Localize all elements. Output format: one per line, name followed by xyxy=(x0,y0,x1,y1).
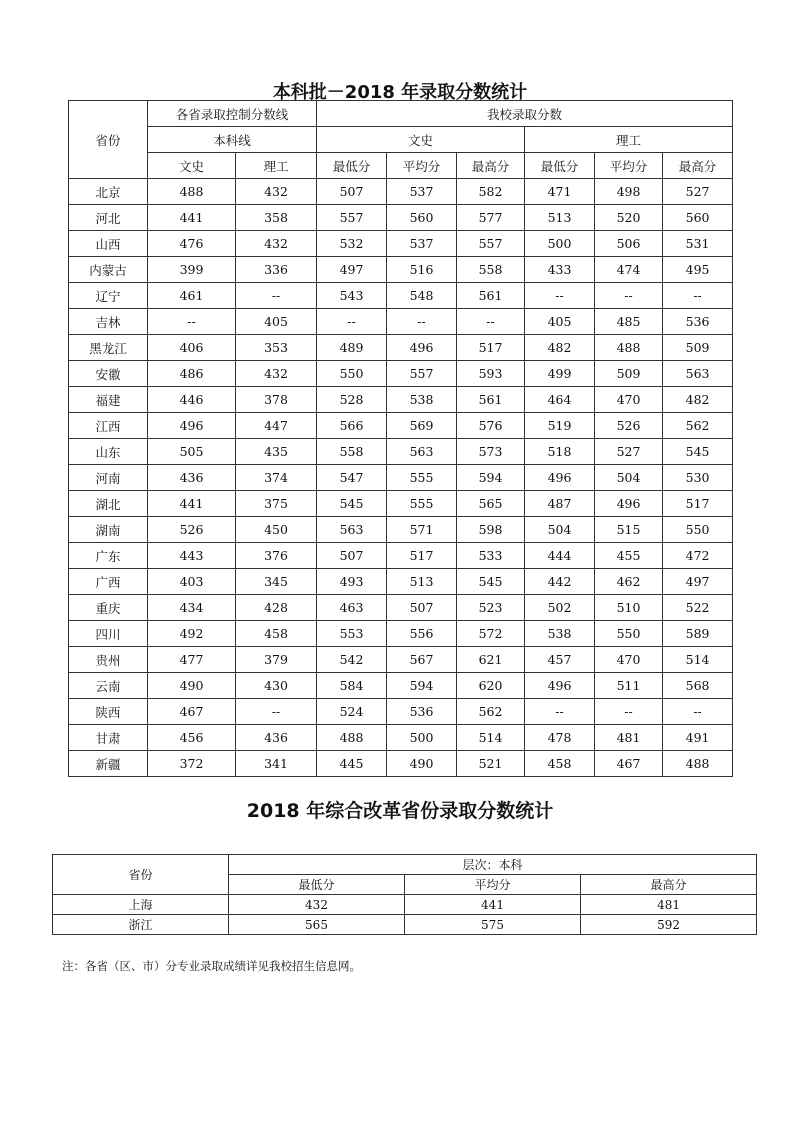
wenshi-min-cell: 557 xyxy=(317,205,387,231)
ligong-min-header: 最低分 xyxy=(525,153,595,179)
control-line-header: 各省录取控制分数线 xyxy=(148,101,317,127)
wenshi-line-cell: 492 xyxy=(148,621,236,647)
ligong-max-cell: 509 xyxy=(663,335,733,361)
wenshi-max-cell: 558 xyxy=(457,257,525,283)
wenshi-min-cell: 566 xyxy=(317,413,387,439)
ligong-line-cell: 353 xyxy=(236,335,317,361)
ligong-line-cell: 430 xyxy=(236,673,317,699)
ligong-line-header: 理工 xyxy=(236,153,317,179)
table-row xyxy=(69,231,733,257)
ligong-max-cell: 562 xyxy=(663,413,733,439)
wenshi-max-cell: 598 xyxy=(457,517,525,543)
wenshi-avg-cell: 556 xyxy=(387,621,457,647)
table-row xyxy=(69,517,733,543)
ligong-min-cell: 500 xyxy=(525,231,595,257)
wenshi-min-cell: 545 xyxy=(317,491,387,517)
province-cell: 辽宁 xyxy=(69,283,148,309)
reform-score-table xyxy=(52,854,757,935)
wenshi-line-cell: 443 xyxy=(148,543,236,569)
ligong-min-cell: 464 xyxy=(525,387,595,413)
wenshi-avg-cell: 555 xyxy=(387,465,457,491)
wenshi-max-cell: 582 xyxy=(457,179,525,205)
ligong-min-cell: 487 xyxy=(525,491,595,517)
ligong-avg-cell: 520 xyxy=(595,205,663,231)
wenshi-max-cell: 621 xyxy=(457,647,525,673)
ligong-max-cell: 488 xyxy=(663,751,733,777)
province-cell: 黑龙江 xyxy=(69,335,148,361)
min-cell: 432 xyxy=(229,895,405,915)
ligong-avg-cell: 510 xyxy=(595,595,663,621)
ligong-avg-cell: 470 xyxy=(595,387,663,413)
table-row xyxy=(69,569,733,595)
ligong-line-cell: 436 xyxy=(236,725,317,751)
ligong-min-cell: 458 xyxy=(525,751,595,777)
wenshi-min-header: 最低分 xyxy=(317,153,387,179)
ligong-line-cell: 458 xyxy=(236,621,317,647)
wenshi-line-header: 文史 xyxy=(148,153,236,179)
ligong-avg-cell: 455 xyxy=(595,543,663,569)
ligong-min-cell: 433 xyxy=(525,257,595,283)
wenshi-line-cell: 490 xyxy=(148,673,236,699)
province-cell: 内蒙古 xyxy=(69,257,148,283)
ligong-line-cell: 447 xyxy=(236,413,317,439)
table-row xyxy=(69,647,733,673)
section-title: 2018 年综合改革省份录取分数统计 xyxy=(246,800,554,822)
ligong-max-cell: 517 xyxy=(663,491,733,517)
wenshi-avg-cell: 536 xyxy=(387,699,457,725)
ligong-max-cell: 550 xyxy=(663,517,733,543)
ligong-avg-cell: 481 xyxy=(595,725,663,751)
wenshi-line-cell: 406 xyxy=(148,335,236,361)
ligong-avg-cell: 496 xyxy=(595,491,663,517)
wenshi-line-cell: 441 xyxy=(148,205,236,231)
province-header: 省份 xyxy=(69,101,148,179)
province-cell: 湖南 xyxy=(69,517,148,543)
wenshi-avg-cell: 537 xyxy=(387,231,457,257)
ligong-line-cell: 432 xyxy=(236,361,317,387)
wenshi-avg-cell: 548 xyxy=(387,283,457,309)
ligong-min-cell: 513 xyxy=(525,205,595,231)
wenshi-min-cell: 550 xyxy=(317,361,387,387)
wenshi-min-cell: 463 xyxy=(317,595,387,621)
wenshi-line-cell: 456 xyxy=(148,725,236,751)
ligong-max-cell: 495 xyxy=(663,257,733,283)
province-cell: 新疆 xyxy=(69,751,148,777)
ligong-min-cell: 496 xyxy=(525,673,595,699)
wenshi-max-cell: 521 xyxy=(457,751,525,777)
wenshi-line-cell: 436 xyxy=(148,465,236,491)
ligong-max-cell: 531 xyxy=(663,231,733,257)
wenshi-line-cell: 441 xyxy=(148,491,236,517)
province-cell: 上海 xyxy=(53,895,229,915)
ligong-min-cell: -- xyxy=(525,283,595,309)
wenshi-max-cell: 594 xyxy=(457,465,525,491)
province-cell: 吉林 xyxy=(69,309,148,335)
avg-header: 平均分 xyxy=(405,875,581,895)
wenshi-min-cell: 488 xyxy=(317,725,387,751)
wenshi-max-cell: 517 xyxy=(457,335,525,361)
ligong-max-header: 最高分 xyxy=(663,153,733,179)
ligong-max-cell: -- xyxy=(663,699,733,725)
ligong-min-cell: 457 xyxy=(525,647,595,673)
ligong-max-cell: 589 xyxy=(663,621,733,647)
ligong-line-cell: -- xyxy=(236,283,317,309)
ligong-avg-cell: 550 xyxy=(595,621,663,647)
table-row xyxy=(69,361,733,387)
ligong-line-cell: 336 xyxy=(236,257,317,283)
wenshi-min-cell: 547 xyxy=(317,465,387,491)
max-cell: 592 xyxy=(581,915,757,935)
wenshi-line-cell: 477 xyxy=(148,647,236,673)
table-row xyxy=(69,491,733,517)
wenshi-min-cell: 493 xyxy=(317,569,387,595)
footnote: 注：各省（区、市）分专业录取成绩详见我校招生信息网。 xyxy=(62,959,361,973)
province-cell: 河北 xyxy=(69,205,148,231)
ligong-max-cell: 491 xyxy=(663,725,733,751)
avg-cell: 575 xyxy=(405,915,581,935)
wenshi-min-cell: 507 xyxy=(317,543,387,569)
ligong-line-cell: 341 xyxy=(236,751,317,777)
wenshi-avg-header: 平均分 xyxy=(387,153,457,179)
wenshi-max-cell: -- xyxy=(457,309,525,335)
wenshi-avg-cell: 557 xyxy=(387,361,457,387)
ligong-min-cell: 499 xyxy=(525,361,595,387)
wenshi-avg-cell: 571 xyxy=(387,517,457,543)
ligong-max-cell: 522 xyxy=(663,595,733,621)
province-cell: 山西 xyxy=(69,231,148,257)
wenshi-max-cell: 565 xyxy=(457,491,525,517)
wenshi-avg-cell: 513 xyxy=(387,569,457,595)
ligong-min-cell: 518 xyxy=(525,439,595,465)
table-row xyxy=(69,179,733,205)
province-cell: 河南 xyxy=(69,465,148,491)
province-cell: 福建 xyxy=(69,387,148,413)
province-cell: 云南 xyxy=(69,673,148,699)
wenshi-line-cell: 476 xyxy=(148,231,236,257)
ligong-avg-cell: 511 xyxy=(595,673,663,699)
table-row xyxy=(69,309,733,335)
table-row xyxy=(69,413,733,439)
ligong-line-cell: 376 xyxy=(236,543,317,569)
province-cell: 重庆 xyxy=(69,595,148,621)
ligong-avg-cell: 504 xyxy=(595,465,663,491)
wenshi-min-cell: 524 xyxy=(317,699,387,725)
ligong-max-cell: 560 xyxy=(663,205,733,231)
wenshi-avg-cell: 555 xyxy=(387,491,457,517)
table-row xyxy=(69,751,733,777)
ligong-group-header: 理工 xyxy=(525,127,733,153)
wenshi-avg-cell: -- xyxy=(387,309,457,335)
school-score-header: 我校录取分数 xyxy=(317,101,733,127)
wenshi-line-cell: 488 xyxy=(148,179,236,205)
ligong-line-cell: 428 xyxy=(236,595,317,621)
table-row xyxy=(69,465,733,491)
ligong-avg-cell: 515 xyxy=(595,517,663,543)
table-row xyxy=(53,915,757,935)
wenshi-min-cell: 507 xyxy=(317,179,387,205)
wenshi-min-cell: 584 xyxy=(317,673,387,699)
ligong-max-cell: 482 xyxy=(663,387,733,413)
wenshi-min-cell: 553 xyxy=(317,621,387,647)
ligong-avg-cell: 470 xyxy=(595,647,663,673)
ligong-avg-cell: 474 xyxy=(595,257,663,283)
wenshi-max-cell: 561 xyxy=(457,283,525,309)
wenshi-line-cell: 461 xyxy=(148,283,236,309)
wenshi-max-cell: 533 xyxy=(457,543,525,569)
wenshi-avg-cell: 567 xyxy=(387,647,457,673)
ligong-min-cell: 504 xyxy=(525,517,595,543)
ligong-min-cell: 482 xyxy=(525,335,595,361)
wenshi-line-cell: 505 xyxy=(148,439,236,465)
ligong-avg-cell: 485 xyxy=(595,309,663,335)
province-header: 省份 xyxy=(53,855,229,895)
ligong-line-cell: -- xyxy=(236,699,317,725)
max-header: 最高分 xyxy=(581,875,757,895)
province-cell: 山东 xyxy=(69,439,148,465)
wenshi-avg-cell: 594 xyxy=(387,673,457,699)
wenshi-avg-cell: 569 xyxy=(387,413,457,439)
province-cell: 广西 xyxy=(69,569,148,595)
wenshi-min-cell: 497 xyxy=(317,257,387,283)
wenshi-avg-cell: 516 xyxy=(387,257,457,283)
ligong-max-cell: 527 xyxy=(663,179,733,205)
ligong-line-cell: 378 xyxy=(236,387,317,413)
ligong-max-cell: 514 xyxy=(663,647,733,673)
wenshi-max-cell: 514 xyxy=(457,725,525,751)
wenshi-max-cell: 561 xyxy=(457,387,525,413)
wenshi-line-cell: 434 xyxy=(148,595,236,621)
wenshi-line-cell: 403 xyxy=(148,569,236,595)
province-cell: 江西 xyxy=(69,413,148,439)
wenshi-avg-cell: 490 xyxy=(387,751,457,777)
table-row xyxy=(69,439,733,465)
wenshi-avg-cell: 496 xyxy=(387,335,457,361)
ligong-line-cell: 450 xyxy=(236,517,317,543)
min-header: 最低分 xyxy=(229,875,405,895)
ligong-avg-cell: 467 xyxy=(595,751,663,777)
table-row xyxy=(69,725,733,751)
wenshi-max-cell: 593 xyxy=(457,361,525,387)
wenshi-line-cell: 446 xyxy=(148,387,236,413)
wenshi-avg-cell: 537 xyxy=(387,179,457,205)
ligong-line-cell: 358 xyxy=(236,205,317,231)
ligong-min-cell: 496 xyxy=(525,465,595,491)
table-row xyxy=(69,205,733,231)
ligong-avg-header: 平均分 xyxy=(595,153,663,179)
wenshi-line-cell: 467 xyxy=(148,699,236,725)
table-row xyxy=(69,673,733,699)
table-row xyxy=(69,621,733,647)
province-cell: 甘肃 xyxy=(69,725,148,751)
table-row xyxy=(69,257,733,283)
wenshi-max-cell: 576 xyxy=(457,413,525,439)
ligong-avg-cell: 498 xyxy=(595,179,663,205)
ligong-avg-cell: 527 xyxy=(595,439,663,465)
table-row xyxy=(69,335,733,361)
ligong-min-cell: 471 xyxy=(525,179,595,205)
wenshi-line-cell: 399 xyxy=(148,257,236,283)
ligong-min-cell: 405 xyxy=(525,309,595,335)
wenshi-avg-cell: 560 xyxy=(387,205,457,231)
ligong-max-cell: -- xyxy=(663,283,733,309)
ligong-min-cell: 444 xyxy=(525,543,595,569)
ligong-line-cell: 432 xyxy=(236,179,317,205)
wenshi-max-cell: 562 xyxy=(457,699,525,725)
ligong-max-cell: 472 xyxy=(663,543,733,569)
table-row xyxy=(53,895,757,915)
wenshi-group-header: 文史 xyxy=(317,127,525,153)
ligong-avg-cell: 488 xyxy=(595,335,663,361)
ligong-max-cell: 563 xyxy=(663,361,733,387)
wenshi-line-cell: -- xyxy=(148,309,236,335)
table-row xyxy=(69,387,733,413)
table-row xyxy=(69,543,733,569)
wenshi-line-cell: 496 xyxy=(148,413,236,439)
province-cell: 北京 xyxy=(69,179,148,205)
ligong-max-cell: 568 xyxy=(663,673,733,699)
ligong-min-cell: 478 xyxy=(525,725,595,751)
level-header: 层次：本科 xyxy=(229,855,757,875)
ligong-line-cell: 379 xyxy=(236,647,317,673)
ligong-line-cell: 374 xyxy=(236,465,317,491)
wenshi-min-cell: 543 xyxy=(317,283,387,309)
ligong-min-cell: 442 xyxy=(525,569,595,595)
wenshi-min-cell: 558 xyxy=(317,439,387,465)
province-cell: 贵州 xyxy=(69,647,148,673)
wenshi-max-cell: 557 xyxy=(457,231,525,257)
benke-score-table xyxy=(68,100,733,777)
max-cell: 481 xyxy=(581,895,757,915)
wenshi-min-cell: 542 xyxy=(317,647,387,673)
table-row xyxy=(69,283,733,309)
min-cell: 565 xyxy=(229,915,405,935)
wenshi-line-cell: 372 xyxy=(148,751,236,777)
table-row xyxy=(69,595,733,621)
province-cell: 陕西 xyxy=(69,699,148,725)
ligong-max-cell: 545 xyxy=(663,439,733,465)
province-cell: 浙江 xyxy=(53,915,229,935)
province-cell: 广东 xyxy=(69,543,148,569)
wenshi-max-cell: 577 xyxy=(457,205,525,231)
ligong-max-cell: 497 xyxy=(663,569,733,595)
ligong-avg-cell: 506 xyxy=(595,231,663,257)
wenshi-min-cell: 445 xyxy=(317,751,387,777)
wenshi-min-cell: 532 xyxy=(317,231,387,257)
ligong-max-cell: 536 xyxy=(663,309,733,335)
ligong-min-cell: 502 xyxy=(525,595,595,621)
ligong-line-cell: 432 xyxy=(236,231,317,257)
wenshi-line-cell: 486 xyxy=(148,361,236,387)
wenshi-min-cell: -- xyxy=(317,309,387,335)
ligong-line-cell: 435 xyxy=(236,439,317,465)
table-row xyxy=(69,699,733,725)
wenshi-max-cell: 545 xyxy=(457,569,525,595)
ligong-min-cell: 538 xyxy=(525,621,595,647)
avg-cell: 441 xyxy=(405,895,581,915)
page-title: 本科批－2018 年录取分数统计 xyxy=(272,82,528,103)
wenshi-line-cell: 526 xyxy=(148,517,236,543)
wenshi-avg-cell: 563 xyxy=(387,439,457,465)
benke-line-header: 本科线 xyxy=(148,127,317,153)
ligong-avg-cell: -- xyxy=(595,283,663,309)
wenshi-max-cell: 573 xyxy=(457,439,525,465)
wenshi-min-cell: 528 xyxy=(317,387,387,413)
wenshi-max-cell: 572 xyxy=(457,621,525,647)
ligong-min-cell: -- xyxy=(525,699,595,725)
province-cell: 湖北 xyxy=(69,491,148,517)
wenshi-max-cell: 620 xyxy=(457,673,525,699)
ligong-min-cell: 519 xyxy=(525,413,595,439)
ligong-avg-cell: 462 xyxy=(595,569,663,595)
ligong-avg-cell: 526 xyxy=(595,413,663,439)
wenshi-min-cell: 489 xyxy=(317,335,387,361)
province-cell: 四川 xyxy=(69,621,148,647)
wenshi-max-cell: 523 xyxy=(457,595,525,621)
wenshi-min-cell: 563 xyxy=(317,517,387,543)
wenshi-avg-cell: 507 xyxy=(387,595,457,621)
ligong-line-cell: 375 xyxy=(236,491,317,517)
ligong-line-cell: 345 xyxy=(236,569,317,595)
wenshi-avg-cell: 517 xyxy=(387,543,457,569)
province-cell: 安徽 xyxy=(69,361,148,387)
ligong-avg-cell: -- xyxy=(595,699,663,725)
ligong-max-cell: 530 xyxy=(663,465,733,491)
wenshi-avg-cell: 538 xyxy=(387,387,457,413)
ligong-line-cell: 405 xyxy=(236,309,317,335)
ligong-avg-cell: 509 xyxy=(595,361,663,387)
wenshi-avg-cell: 500 xyxy=(387,725,457,751)
wenshi-max-header: 最高分 xyxy=(457,153,525,179)
